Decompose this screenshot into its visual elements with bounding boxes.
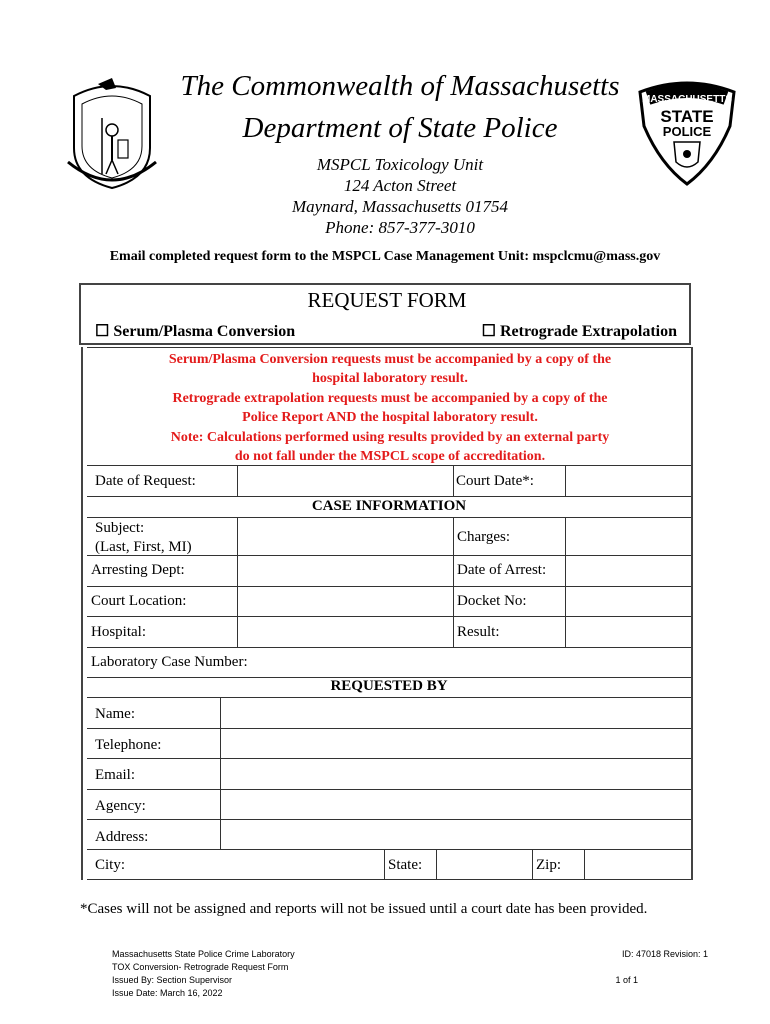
hospital-field[interactable] [237,617,453,647]
email-label: Email: [95,767,135,783]
footer-issued-by: Issued By: Section Supervisor [112,975,233,985]
name-label: Name: [95,706,135,722]
court-location-label: Court Location: [91,593,187,609]
state-label: State: [388,857,423,873]
address-field[interactable] [220,820,691,849]
hospital-row [87,616,691,647]
result-field[interactable] [565,617,691,647]
email-field[interactable] [220,759,691,789]
date-of-arrest-field[interactable] [565,556,691,586]
zip-label: Zip: [536,857,561,873]
telephone-row [87,728,691,758]
phone-number: Phone: 857-377-3010 [325,218,475,237]
svg-text:STATE: STATE [660,107,714,126]
charges-field[interactable] [565,518,691,555]
date-of-request-label: Date of Request: [95,473,196,489]
telephone-label: Telephone: [95,737,162,753]
docket-no-field[interactable] [565,587,691,616]
address-label: Address: [95,829,149,845]
date-of-request-field[interactable] [237,466,453,496]
footer-lab-name: Massachusetts State Police Crime Laboratory [112,949,295,959]
title-commonwealth: The Commonwealth of Massachusetts [180,70,620,102]
zip-field[interactable] [584,850,691,879]
name-row [87,697,691,728]
name-field[interactable] [220,698,691,728]
street-address: 124 Acton Street [343,176,457,195]
state-field[interactable] [436,850,532,879]
accreditation-notice: Serum/Plasma Conversion requests must be accompanied by a copy of the hospital laboratory result. Retrograde extrapolation requests must be accompanied by a copy of the Police Report AND the hospital laboratory result. Note: Calculations performed using results provided by an external party do not fall under the MSPCL scope of accreditation. [168,352,612,465]
address-row [87,819,691,849]
court-date-footnote: *Cases will not be assigned and reports will not be issued until a court date has been provided. [80,901,648,917]
docket-no-label: Docket No: [457,593,527,609]
subject-row [87,517,691,555]
arresting-row [87,555,691,586]
city-label: City: [95,857,126,873]
agency-field[interactable] [220,790,691,819]
hospital-label: Hospital: [91,624,146,640]
telephone-field[interactable] [220,729,691,758]
court-location-field[interactable] [237,587,453,616]
footer-form-name: TOX Conversion- Retrograde Request Form [112,962,289,972]
subject-label: Subject: (Last, First, MI) [95,520,192,555]
form-title: REQUEST FORM [307,288,467,312]
lab-case-row[interactable] [87,647,691,677]
frame-right [691,347,693,880]
footer-id-revision: ID: 47018 Revision: 1 [621,949,708,959]
requested-by-header-row [87,677,691,697]
case-information-header: CASE INFORMATION [311,498,467,514]
arresting-dept-label: Arresting Dept: [91,562,185,578]
notice-top-border [87,347,691,348]
agency-label: Agency: [95,798,146,814]
title-department: Department of State Police [242,112,558,144]
lab-case-number-label: Laboratory Case Number: [91,654,248,670]
footer-page-number: 1 of 1 [615,975,638,985]
footer-issue-date: Issue Date: March 16, 2022 [112,988,223,998]
svg-text:MASSACHUSETTS: MASSACHUSETTS [641,94,733,105]
svg-text:POLICE: POLICE [662,124,712,139]
requested-by-header: REQUESTED BY [330,678,448,694]
email-row [87,758,691,789]
agency-row [87,789,691,819]
city-field[interactable] [220,850,384,879]
unit-name: MSPCL Toxicology Unit [316,155,484,174]
massachusetts-seal-icon [64,78,160,190]
result-label: Result: [457,624,500,640]
court-date-label: Court Date*: [456,473,534,489]
charges-label: Charges: [457,529,511,545]
retrograde-checkbox[interactable]: ☐ Retrograde Extrapolation [481,323,677,340]
email-instructions: Email completed request form to the MSPCL Case Management Unit: mspclcmu@mass.gov [109,249,661,264]
court-location-row [87,586,691,616]
subject-field[interactable] [237,518,453,555]
serum-plasma-checkbox[interactable]: ☐ Serum/Plasma Conversion [95,323,296,340]
request-form-header [79,283,691,345]
case-info-header-row [87,496,691,517]
frame-left [81,347,83,880]
date-row [87,465,691,496]
city-row [87,849,691,880]
court-date-field[interactable] [565,466,691,496]
date-of-arrest-label: Date of Arrest: [457,562,547,578]
state-police-badge-icon [634,78,740,186]
arresting-dept-field[interactable] [237,556,453,586]
city-address: Maynard, Massachusetts 01754 [291,197,509,216]
